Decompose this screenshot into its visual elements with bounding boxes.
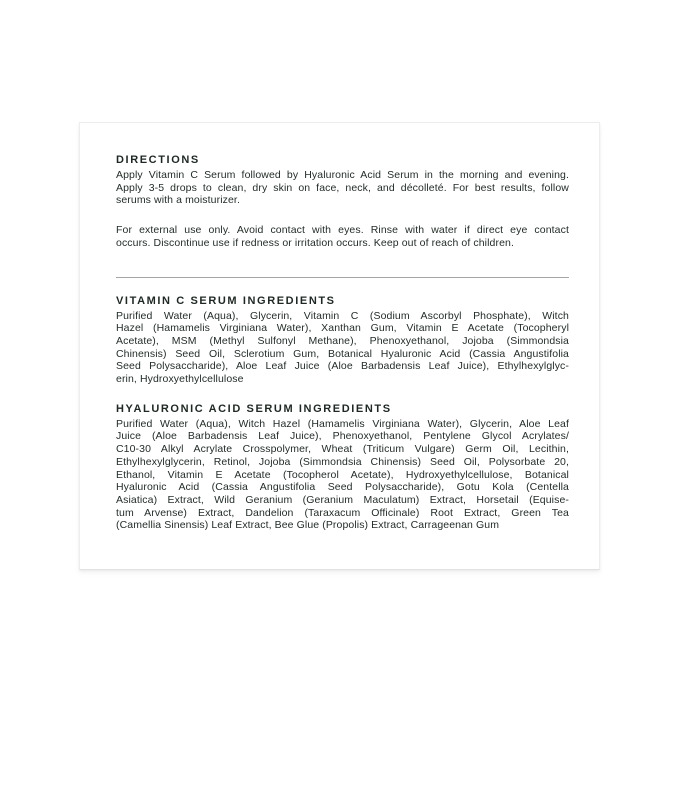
directions-heading: DIRECTIONS xyxy=(116,154,200,166)
text-line: C10-30 Alkyl Acrylate Crosspolymer, Wheat (Triticum Vulgare) Germ Oil, Lecithin, xyxy=(116,443,569,456)
text-line: Purified Water (Aqua), Witch Hazel (Hamamelis Virginiana Water), Glycerin, Aloe Leaf xyxy=(116,417,569,430)
text-line: Hazel (Hamamelis Virginiana Water), Xanthan Gum, Vitamin E Acetate (Tocopheryl xyxy=(116,322,569,335)
directions-section xyxy=(116,154,569,250)
text-line: For external use only. Avoid contact with eyes. Rinse with water if direct eye contact xyxy=(116,224,569,237)
text-line: Apply 3-5 drops to clean, dry skin on face, neck, and décolleté. For best results, follow xyxy=(116,181,569,194)
text-line: tum Arvense) Extract, Dandelion (Taraxacum Officinale) Root Extract, Green Tea xyxy=(116,506,569,519)
text-line: Acetate), MSM (Methyl Sulfonyl Methane), Phenoxyethanol, Jojoba (Simmondsia xyxy=(116,334,569,347)
text-line: (Camellia Sinensis) Leaf Extract, Bee Glue (Propolis) Extract, Carrageenan Gum xyxy=(116,519,500,532)
text-line: Ethylhexylglycerin, Retinol, Jojoba (Simmondsia Chinensis) Seed Oil, Polysorbate 20, xyxy=(116,455,569,468)
vitamin-c-ingredients-heading: VITAMIN C SERUM INGREDIENTS xyxy=(116,294,336,307)
vitamin-c-ingredients-section xyxy=(116,295,569,386)
label-card xyxy=(79,122,600,570)
text-line: Seed Polysaccharide), Aloe Leaf Juice (Aloe Barbadensis Leaf Juice), Ethylhexylglyc- xyxy=(116,360,569,373)
hyaluronic-acid-ingredients-section xyxy=(116,403,569,532)
text-line: Purified Water (Aqua), Glycerin, Vitamin C (Sodium Ascorbyl Phosphate), Witch xyxy=(116,309,569,322)
text-line: Juice (Aloe Barbadensis Leaf Juice), Phenoxyethanol, Pentylene Glycol Acrylates/ xyxy=(116,430,569,443)
text-line: occurs. Discontinue use if redness or irritation occurs. Keep out of reach of children. xyxy=(116,236,514,249)
text-line: Ethanol, Vitamin E Acetate (Tocopherol Acetate), Hydroxyethylcellulose, Botanical xyxy=(116,468,569,481)
section-divider xyxy=(116,277,569,278)
product-label-image xyxy=(0,122,679,570)
directions-text xyxy=(116,169,569,207)
hyaluronic-acid-ingredients-heading: HYALURONIC ACID SERUM INGREDIENTS xyxy=(116,402,392,415)
text-line: serums with a moisturizer. xyxy=(116,194,240,207)
text-line: Chinensis) Seed Oil, Sclerotium Gum, Botanical Hyaluronic Acid (Cassia Angustifolia xyxy=(116,347,569,360)
hyaluronic-acid-ingredients-text xyxy=(116,418,569,532)
external-use-warning-text xyxy=(116,224,569,249)
text-line: erin, Hydroxyethylcellulose xyxy=(116,373,244,386)
vitamin-c-ingredients-text xyxy=(116,310,569,386)
text-line: Apply Vitamin C Serum followed by Hyaluronic Acid Serum in the morning and evening. xyxy=(116,169,569,181)
text-line: Asiatica) Extract, Wild Geranium (Geranium Maculatum) Extract, Horsetail (Equise- xyxy=(116,493,569,506)
text-line: Hyaluronic Acid (Cassia Angustifolia Seed Polysaccharide), Gotu Kola (Centella xyxy=(116,481,569,494)
